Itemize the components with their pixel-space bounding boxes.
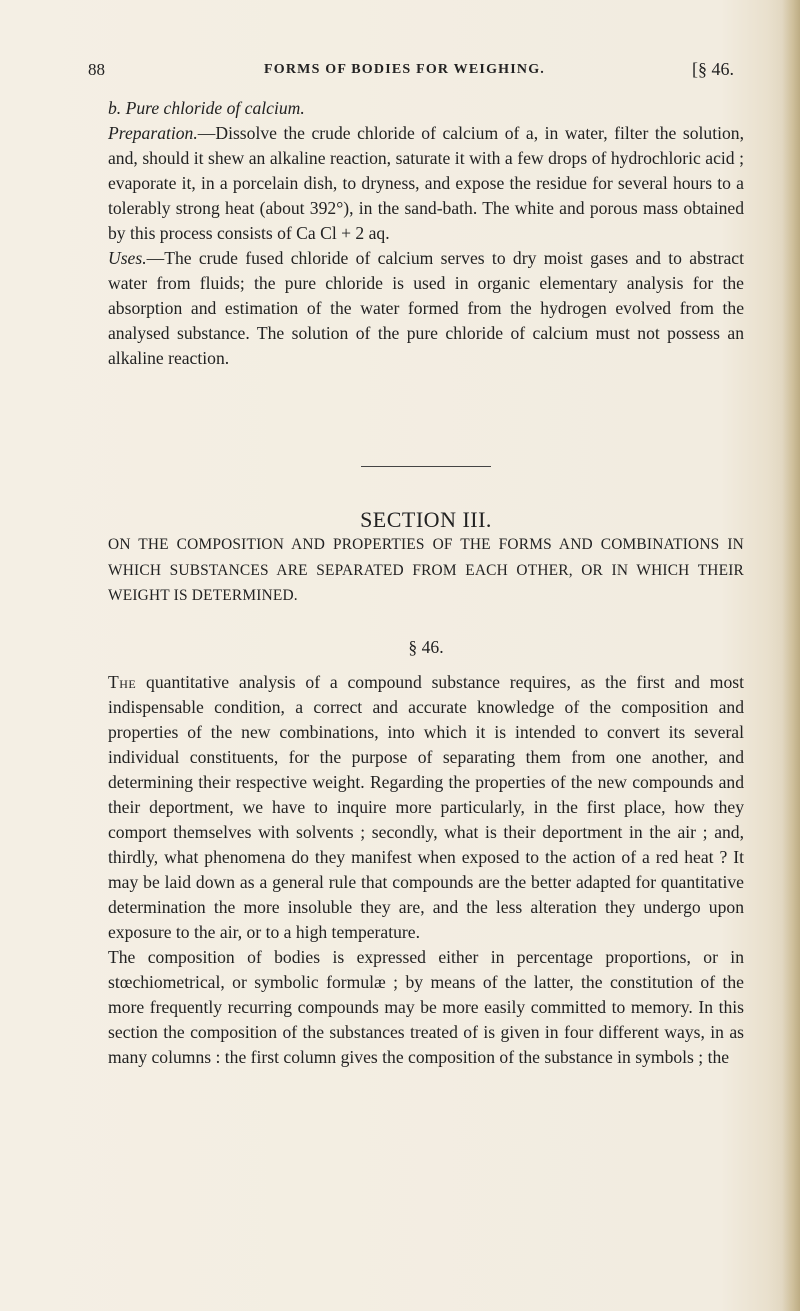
preparation-label: Preparation. bbox=[108, 123, 198, 143]
page-number: 88 bbox=[88, 60, 105, 79]
uses-text: —The crude fused chloride of calcium serves to dry moist gases and to abstract water from fluids; the pure chloride is used in organic elementary analysis for the absorption and estimation of the water formed from the hydrogen evolved from the analysed substance. The solution of the pure chloride of calcium must not possess an alkaline reaction. bbox=[108, 248, 744, 368]
body-paragraph-2: The composition of bodies is expressed either in percentage proportions, or in stœchiometrical, or symbolic formulæ ; by means of the latter, the constitution of the more frequently recurring compounds may be more easily committed to memory. In this section the composition of the substances treated of is given in four different ways, in as many columns : the first column gives the composition of the substance in symbols ; the bbox=[108, 946, 744, 1067]
page-edge-shadow bbox=[782, 0, 800, 1311]
section-number: § 46. bbox=[408, 636, 444, 657]
section-reference: [§ 46. bbox=[692, 59, 734, 79]
body-paragraph-1 bbox=[108, 670, 744, 945]
paragraph-1-text: quantitative analysis of a compound substance requires, as the first and most indispensable condition, a correct and accurate knowledge of the composition and properties of the new combinations, into which it is intended to convert its several individual constituents, for the purpose of separating them from one another, and determining their respective weight. Regarding the properties of the new compounds and their deportment, we have to inquire more particularly, in the first place, how they comport themselves with solvents ; secondly, what is their deportment in the air ; and, thirdly, what phenomena do they manifest when exposed to the action of a red heat ? It may be laid down as a general rule that compounds are the better adapted for quantitative determination the more insoluble they are, and the less alteration they undergo upon exposure to the air, or to a high temperature. bbox=[108, 671, 744, 942]
running-head bbox=[88, 60, 734, 88]
uses-paragraph bbox=[108, 246, 744, 371]
section-title: SECTION III. bbox=[360, 507, 492, 532]
section-heading: ON THE COMPOSITION AND PROPERTIES OF THE FORMS AND COMBINATIONS IN WHICH SUBSTANCES ARE SEPARATED FROM EACH OTHER, OR IN WHICH THEIR WEIGHT IS DETERMINED. bbox=[108, 536, 744, 604]
section-divider bbox=[361, 466, 491, 467]
preparation-paragraph bbox=[108, 121, 744, 246]
running-title: FORMS OF BODIES FOR WEIGHING. bbox=[264, 62, 545, 77]
preparation-text: —Dissolve the crude chloride of calcium of a, in water, filter the solution, and, should it shew an alkaline reaction, saturate it with a few drops of hydrochloric acid ; evaporate it, in a porcelain dish, to dryness, and expose the residue for several hours to a tolerably strong heat (about 392°), in the sand-bath. The white and porous mass obtained by this process consists of Ca Cl + 2 aq. bbox=[108, 123, 744, 243]
page-content bbox=[108, 96, 744, 1070]
uses-label: Uses. bbox=[108, 248, 147, 268]
entry-title: b. Pure chloride of calcium. bbox=[108, 98, 305, 118]
paragraph-lead-word: The bbox=[108, 671, 137, 692]
